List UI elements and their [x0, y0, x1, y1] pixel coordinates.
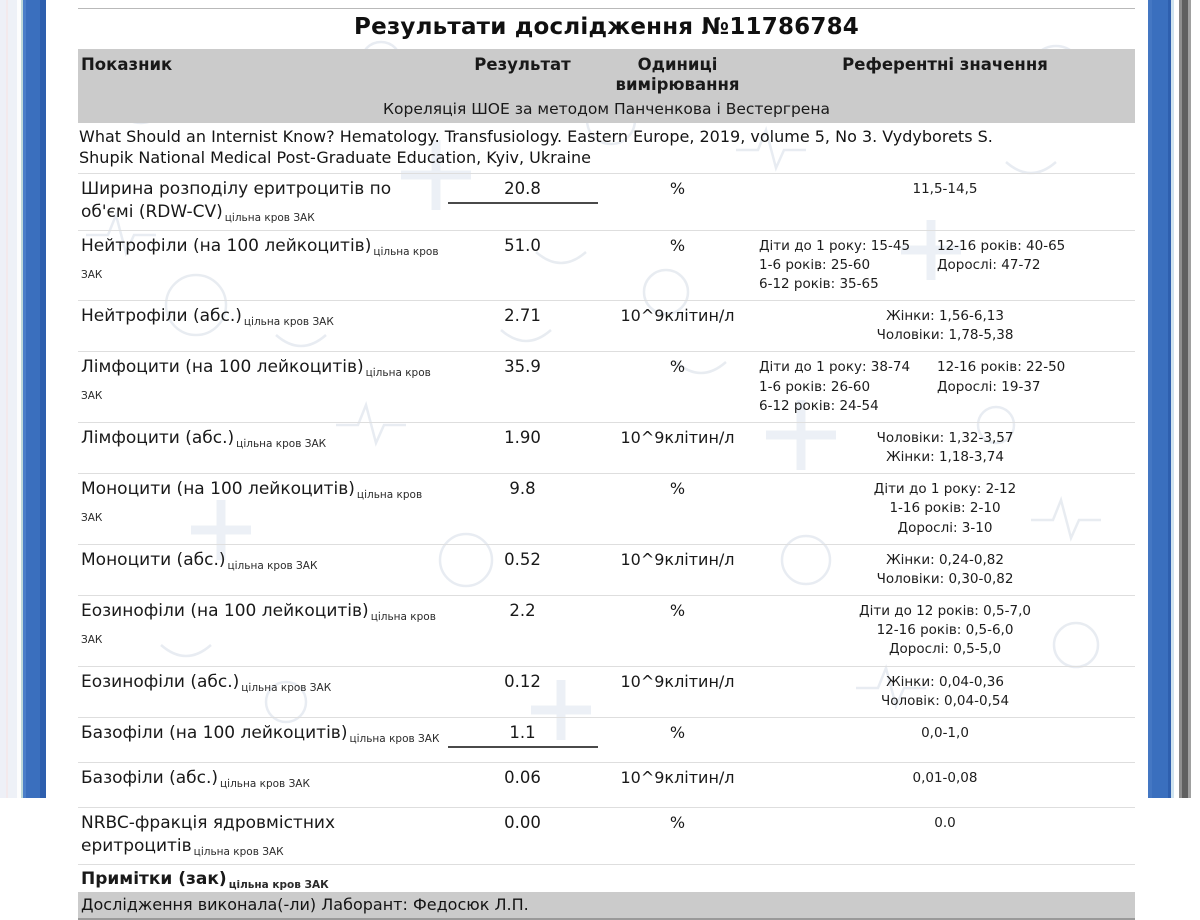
result-cell	[445, 478, 600, 537]
indicator-name: Лімфоцити (абс.)	[81, 427, 235, 448]
reference-line: Чоловіки: 0,30-0,82	[876, 570, 1014, 587]
reference-column	[759, 237, 937, 294]
reference-column	[759, 358, 937, 415]
indicator-cell	[78, 305, 445, 345]
performed-by-row: Дослідження виконала(-ли) Лаборант: Федосюк Л.П.	[78, 892, 1135, 920]
indicator-cell	[78, 549, 445, 589]
table-header-band	[78, 49, 1135, 123]
reference-line: Чоловік: 0,04-0,54	[880, 692, 1010, 709]
result-value: 0.52	[504, 549, 541, 569]
result-cell	[445, 305, 600, 345]
specimen-subscript: цільна кров ЗАК	[220, 777, 310, 790]
table-row	[78, 762, 1135, 807]
result-value: 1.1	[448, 722, 598, 748]
reference-line: Дорослі: 0,5-5,0	[888, 641, 1002, 658]
units-cell: %	[669, 479, 686, 499]
specimen-subscript: цільна кров ЗАК	[349, 732, 440, 745]
notes-specimen-subscript: цільна кров ЗАК	[228, 878, 329, 891]
reference-line: Жінки: 1,18-3,74	[886, 449, 1004, 466]
result-value: 51.0	[504, 235, 541, 255]
document-content	[78, 0, 1135, 920]
reference-line: 1-16 років: 2-10	[889, 500, 1001, 517]
units-cell: %	[669, 235, 686, 255]
notes-row	[78, 864, 1135, 892]
indicator-name: NRBC-фракція ядровмістних еритроцитів	[81, 812, 336, 856]
reference-line: 0,0-1,0	[921, 724, 969, 741]
specimen-subscript: цільна кров ЗАК	[81, 489, 423, 525]
reference-line: Діти до 1 року: 2-12	[873, 481, 1017, 498]
result-value: 0.00	[504, 812, 541, 832]
right-blue-border	[1146, 0, 1174, 798]
reference-line: 1-6 років: 26-60	[759, 378, 871, 395]
units-cell: 10^9клітин/л	[620, 549, 735, 569]
reference-cell	[755, 722, 1135, 756]
table-row	[78, 173, 1135, 230]
reference-line: Діти до 1 року: 15-45	[759, 237, 911, 254]
specimen-subscript: цільна кров ЗАК	[81, 611, 436, 646]
result-value: 35.9	[504, 357, 541, 377]
result-value: 20.8	[448, 178, 598, 204]
column-header-result: Результат	[474, 55, 571, 74]
left-blue-border	[21, 0, 46, 798]
indicator-cell	[78, 671, 445, 711]
reference-cell	[755, 812, 1135, 858]
result-cell	[445, 178, 600, 224]
units-cell: 10^9клітин/л	[620, 767, 735, 787]
top-divider	[78, 8, 1135, 9]
table-header-row	[78, 49, 1135, 97]
indicator-name: Еозинофіли (на 100 лейкоцитів)	[81, 601, 369, 622]
units-cell: %	[669, 722, 686, 742]
reference-cell	[755, 478, 1135, 537]
indicator-name: Нейтрофіли (абс.)	[81, 306, 242, 327]
right-gray-scrollbar	[1179, 0, 1191, 798]
table-row	[78, 717, 1135, 762]
units-cell: %	[669, 178, 686, 198]
page-title: Результати дослідження №11786784	[354, 14, 859, 40]
result-cell	[445, 671, 600, 711]
result-cell	[445, 427, 600, 467]
document-sheet	[46, 0, 1146, 914]
reference-cell	[755, 600, 1135, 659]
indicator-name: Ширина розподілу еритроцитів по об'ємі (RDW-CV)	[81, 178, 392, 222]
result-value: 2.71	[504, 306, 541, 326]
reference-column	[937, 358, 1065, 415]
reference-cell	[755, 427, 1135, 467]
reference-line: 12-16 років: 0,5-6,0	[876, 622, 1014, 639]
specimen-subscript: цільна кров ЗАК	[193, 845, 284, 858]
table-row	[78, 473, 1135, 543]
specimen-subscript: цільна кров ЗАК	[236, 437, 327, 450]
reference-line: 6-12 років: 24-54	[759, 397, 879, 414]
table-row	[78, 666, 1135, 717]
reference-line: Жінки: 0,24-0,82	[886, 551, 1004, 568]
result-cell	[445, 722, 600, 756]
reference-cell	[755, 671, 1135, 711]
reference-line: 12-16 років: 40-65	[937, 237, 1066, 254]
indicator-name: Базофіли (на 100 лейкоцитів)	[81, 722, 348, 743]
indicator-name: Моноцити (на 100 лейкоцитів)	[81, 479, 355, 500]
table-row	[78, 595, 1135, 665]
reference-line: Жінки: 1,56-6,13	[886, 308, 1004, 325]
indicator-cell	[78, 722, 445, 756]
column-header-indicator: Показник	[81, 55, 173, 74]
reference-line: Дорослі: 47-72	[937, 256, 1041, 273]
result-cell	[445, 356, 600, 415]
indicator-cell	[78, 178, 445, 224]
result-cell	[445, 549, 600, 589]
table-row	[78, 544, 1135, 595]
reference-line: Чоловіки: 1,32-3,57	[876, 429, 1014, 446]
reference-line: Чоловіки: 1,78-5,38	[876, 327, 1014, 344]
specimen-subscript: цільна кров ЗАК	[241, 681, 332, 694]
specimen-subscript: цільна кров ЗАК	[243, 316, 334, 329]
table-rows	[78, 173, 1135, 864]
table-row	[78, 300, 1135, 351]
result-cell	[445, 812, 600, 858]
reference-line: Дорослі: 3-10	[897, 519, 993, 536]
indicator-cell	[78, 600, 445, 659]
reference-line: Дорослі: 19-37	[937, 378, 1041, 395]
reference-line: 6-12 років: 35-65	[759, 276, 879, 292]
specimen-subscript: цільна кров ЗАК	[81, 245, 439, 281]
reference-line: Жінки: 0,04-0,36	[886, 673, 1004, 690]
specimen-subscript: цільна кров ЗАК	[81, 367, 431, 403]
result-cell	[445, 235, 600, 294]
result-value: 9.8	[509, 479, 536, 499]
source-citation	[78, 123, 1135, 173]
notes-label: Примітки (зак)	[81, 868, 227, 889]
table-row	[78, 807, 1135, 864]
indicator-cell	[78, 235, 445, 294]
indicator-cell	[78, 427, 445, 467]
units-cell: 10^9клітин/л	[620, 671, 735, 691]
reference-line: Діти до 1 року: 38-74	[759, 359, 911, 376]
left-margin-strip	[0, 0, 21, 798]
indicator-name: Базофіли (абс.)	[81, 767, 219, 788]
indicator-name: Лімфоцити (на 100 лейкоцитів)	[81, 357, 364, 378]
result-value: 0.12	[504, 671, 541, 691]
units-cell: %	[669, 357, 686, 377]
result-value: 2.2	[509, 601, 536, 621]
table-row	[78, 422, 1135, 473]
result-value: 0.06	[504, 767, 541, 787]
indicator-name: Нейтрофіли (на 100 лейкоцитів)	[81, 235, 372, 256]
column-header-reference: Референтні значення	[842, 55, 1048, 74]
indicator-cell	[78, 356, 445, 415]
reference-cell	[755, 356, 1135, 415]
indicator-cell	[78, 812, 445, 858]
esr-method-note: Кореляція ШОЕ за методом Панченкова і Вестергрена	[383, 99, 830, 118]
indicator-name: Моноцити (абс.)	[81, 549, 226, 570]
reference-line: 0.0	[934, 814, 956, 831]
reference-line: 11,5-14,5	[912, 180, 978, 197]
table-row	[78, 230, 1135, 300]
result-cell	[445, 600, 600, 659]
units-cell: %	[669, 812, 686, 832]
reference-line: Діти до 12 років: 0,5-7,0	[859, 603, 1031, 620]
specimen-subscript: цільна кров ЗАК	[227, 559, 318, 572]
reference-cell	[755, 305, 1135, 345]
column-header-units: Одиниці вимірювання	[615, 55, 740, 94]
specimen-subscript: цільна кров ЗАК	[224, 211, 315, 224]
reference-cell	[755, 767, 1135, 801]
result-value: 1.90	[504, 427, 541, 447]
reference-line: 1-6 років: 25-60	[759, 256, 871, 273]
reference-cell	[755, 178, 1135, 224]
table-row	[78, 351, 1135, 421]
indicator-name: Еозинофіли (абс.)	[81, 671, 240, 692]
units-cell: 10^9клітин/л	[620, 306, 735, 326]
reference-cell	[755, 549, 1135, 589]
source-citation-line2: Shupik National Medical Post-Graduate Education, Kyiv, Ukraine	[79, 147, 591, 167]
indicator-cell	[78, 767, 445, 801]
reference-cell	[755, 235, 1135, 294]
reference-column	[937, 237, 1065, 294]
indicator-cell	[78, 478, 445, 537]
units-cell: 10^9клітин/л	[620, 427, 735, 447]
units-cell: %	[669, 601, 686, 621]
source-citation-line1: What Should an Internist Know? Hematology. Transfusiology. Eastern Europe, 2019, volume 5, No 3. Vydyborets S.	[79, 126, 993, 146]
reference-line: 0,01-0,08	[912, 769, 978, 786]
reference-line: 12-16 років: 22-50	[937, 359, 1066, 376]
result-cell	[445, 767, 600, 801]
